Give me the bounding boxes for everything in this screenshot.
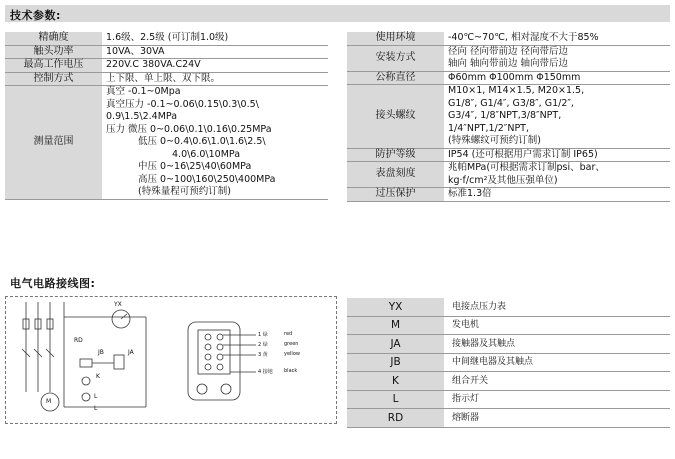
diagram-label-l2: L [94,405,98,412]
legend-row [347,372,670,391]
tech-params-title: 技术参数: [10,9,61,22]
wiring-title: 电气电路接线图: [10,277,96,290]
spec-value [444,162,670,188]
legend-code: M [347,316,444,335]
legend-code: JA [347,335,444,354]
spec-value [444,188,670,202]
spec-row [347,188,670,202]
terminal-label-4: 4 接地 [258,369,273,375]
spec-value-line: M10×1, M14×1.5, M20×1.5, [448,85,585,96]
spec-value-line: 径向 径向带前边 径向带后边 [448,45,569,57]
diagram-label-m: M [46,398,52,405]
legend-table [347,298,670,428]
spec-value-line: G1/8″, G1/4″, G3/8″, G1/2″, [448,97,574,109]
legend-code: L [347,390,444,409]
legend-desc: 中间继电器及其触点 [444,353,670,372]
spec-value [444,32,670,45]
spec-row [5,59,328,73]
diagram-label-k: K [96,373,100,380]
spec-row [347,45,670,71]
legend-code: RD [347,409,444,428]
legend-code: YX [347,298,444,316]
spec-value-line: IP54 (还可根据用户需求订制 IP65) [448,148,598,160]
spec-value [102,72,328,86]
measure-range-line: 真空 -0.1~0Mpa [106,86,181,97]
legend-row [347,353,670,372]
spec-label: 精确度 [5,32,102,45]
measure-range-line: 0.9\1.5\2.4MPa [106,111,178,122]
diagram-label-yx: YX [114,301,122,308]
spec-value-line: kg·f/cm²及其他压强单位) [448,174,558,186]
left-spec-table [5,32,328,200]
spec-value [102,45,328,59]
measure-range-line: (特殊量程可预约订制) [138,186,231,197]
legend-row [347,335,670,354]
terminal-color-1: red [284,331,293,337]
legend-code: JB [347,353,444,372]
spec-row [347,32,670,45]
circuit-svg [6,297,336,423]
spec-row [5,72,328,86]
diagram-label-ja: JA [128,349,134,356]
spec-value [444,148,670,162]
right-spec-table [347,32,670,202]
spec-value [102,59,328,73]
spec-row [347,85,670,149]
spec-row [5,45,328,59]
spec-value-line: 220V.C 380VA.C24V [106,59,201,70]
diagram-label-l1: L [94,393,98,400]
measure-range-line: 中压 0~16\25\40\60MPa [138,161,252,172]
terminal-label-3: 3 黄 [258,352,268,358]
spec-label: 安装方式 [347,45,444,71]
spec-value-line: (特殊螺纹可预约订制) [448,135,541,146]
spec-row [347,162,670,188]
diagram-label-jb: JB [98,349,104,356]
spec-value [444,71,670,85]
spec-row-measure-range [5,86,328,200]
measure-range-line: 压力 微压 0~0.06\0.1\0.16\0.25MPa [106,123,272,135]
legend-desc: 熔断器 [444,409,670,428]
spec-label: 公称直径 [347,71,444,85]
measure-range-line: 低压 0~0.4\0.6\1.0\1.6\2.5\ [138,136,266,147]
measure-range-line: 真空压力 -0.1~0.06\0.15\0.3\0.5\ [106,98,259,110]
spec-label: 使用环境 [347,32,444,45]
terminal-color-4: black [284,368,298,374]
spec-value-line: 1.6级、2.5级 (可订制1.0级) [106,32,229,43]
wiring-diagram [5,296,337,424]
legend-code: K [347,372,444,391]
spec-value-line: G3/4″, 1/8″NPT,3/8″NPT, [448,110,562,121]
spec-value [102,32,328,45]
diagram-label-rd: RD [74,337,83,344]
legend-desc: 组合开关 [444,372,670,391]
legend-desc: 接触器及其触点 [444,335,670,354]
spec-value-line: 轴向 轴向带前边 轴向带后边 [448,58,569,69]
legend-desc: 发电机 [444,316,670,335]
terminal-label-1: 1 绿 [258,332,268,338]
spec-value-line: 10VA、30VA [106,45,165,57]
measure-range-line: 高压 0~100\160\250\400MPa [138,173,276,185]
measure-range-line: 4.0\6.0\10MPa [172,148,241,160]
spec-value-line: -40℃~70℃, 相对湿度不大于85% [448,32,599,43]
legend-row [347,409,670,428]
spec-value-line: Φ60mm Φ100mm Φ150mm [448,71,581,83]
spec-label: 触头功率 [5,45,102,59]
legend-row [347,390,670,409]
terminal-label-2: 2 绿 [258,342,268,348]
spec-label: 控制方式 [5,72,102,86]
spec-value-line: 1/4″NPT,1/2″NPT, [448,122,529,134]
spec-value-line: 标准1.3倍 [448,188,492,199]
legend-desc: 电接点压力表 [444,298,670,316]
spec-row [5,32,328,45]
terminal-color-2: green [284,341,299,347]
spec-label: 防护等级 [347,148,444,162]
legend-desc: 指示灯 [444,390,670,409]
spec-row [347,148,670,162]
spec-label: 最高工作电压 [5,59,102,73]
spec-label: 过压保护 [347,188,444,202]
spec-label: 测量范围 [5,86,102,200]
spec-value-line: 兆帕MPa(可根据需求订制psi、bar、 [448,162,605,173]
legend-row [347,298,670,316]
spec-value [444,45,670,71]
spec-value-line: 上下限、单上限、双下限。 [106,72,221,84]
tech-params-bar [5,5,670,22]
spec-label: 接头螺纹 [347,85,444,149]
legend-row [347,316,670,335]
spec-value [102,86,328,200]
terminal-color-3: yellow [284,351,300,357]
spec-label: 表盘刻度 [347,162,444,188]
spec-row [347,71,670,85]
spec-value [444,85,670,149]
